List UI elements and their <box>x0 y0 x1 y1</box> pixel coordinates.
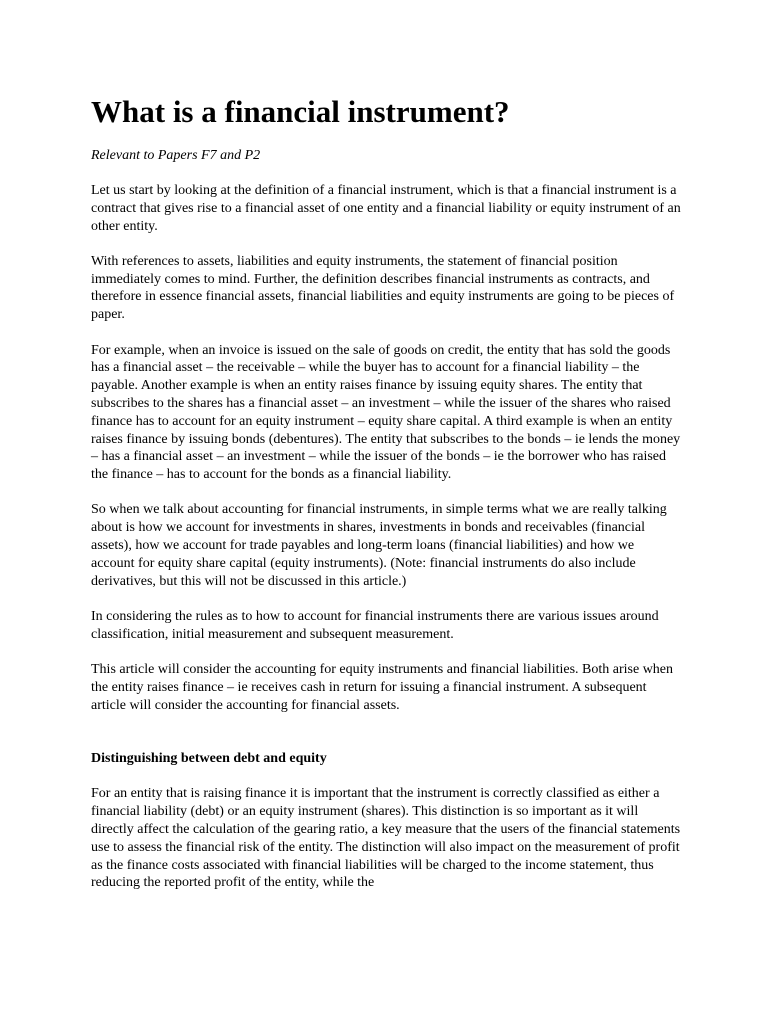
paragraph-article-scope: This article will consider the accounting for equity instruments and financial liabilities. Both arise when the entity raises finance – ie receives cash in return for issuing a financial instrument. A subsequent article will consider the accounting for financial assets. <box>91 662 674 713</box>
page-subtitle: Relevant to Papers F7 and P2 <box>91 148 261 163</box>
document-page <box>91 92 681 892</box>
section-heading: Distinguishing between debt and equity <box>91 751 327 767</box>
paragraph-examples: For example, when an invoice is issued on the sale of goods on credit, the entity that has sold the goods has a financial asset – the receivable – while the buyer has to account for a financial liability – the payable. Another example is when an entity raises finance by issuing equity shares. The entity that subscribes to the shares has a financial asset – an investment – while the issuer of the shares who raised finance has to account for an equity instrument – equity share capital. A third example is when an entity raises finance by issuing bonds (debentures). The entity that subscribes to the bonds – ie lends the money – has a financial asset – an investment – while the issuer of the bonds – ie the borrower who has raised the finance – has to account for the bonds as a financial liability. <box>91 342 681 483</box>
paragraph-references: With references to assets, liabilities and equity instruments, the statement of financial position immediately comes to mind. Further, the definition describes financial instruments as contracts, and therefore in essence financial assets, financial liabilities and equity instruments are going to be pieces of paper. <box>91 253 675 323</box>
page-title: What is a financial instrument? <box>91 94 510 129</box>
paragraph-accounting-summary: So when we talk about accounting for financial instruments, in simple terms what we are really talking about is how we account for investments in shares, investments in bonds and receivables (financial assets), how we account for trade payables and long-term loans (financial liabilities) and how we account for equity share capital (equity instruments). (Note: financial instruments do also include derivatives, but this will not be discussed in this article.) <box>91 502 667 589</box>
paragraph-rules: In considering the rules as to how to account for financial instruments there are various issues around classification, initial measurement and subsequent measurement. <box>91 608 659 642</box>
paragraph-definition: Let us start by looking at the definition of a financial instrument, which is that a financial instrument is a contract that gives rise to a financial asset of one entity and a financial liability or equity instrument of an other entity. <box>91 183 681 234</box>
paragraph-debt-equity: For an entity that is raising finance it is important that the instrument is correctly classified as either a financial liability (debt) or an equity instrument (shares). This distinction is so important as it will directly affect the calculation of the gearing ratio, a key measure that the users of the financial statements use to assess the financial risk of the entity. The distinction will also impact on the measurement of profit as the finance costs associated with financial liabilities will be charged to the income statement, thus reducing the reported profit of the entity, while the <box>91 786 681 891</box>
